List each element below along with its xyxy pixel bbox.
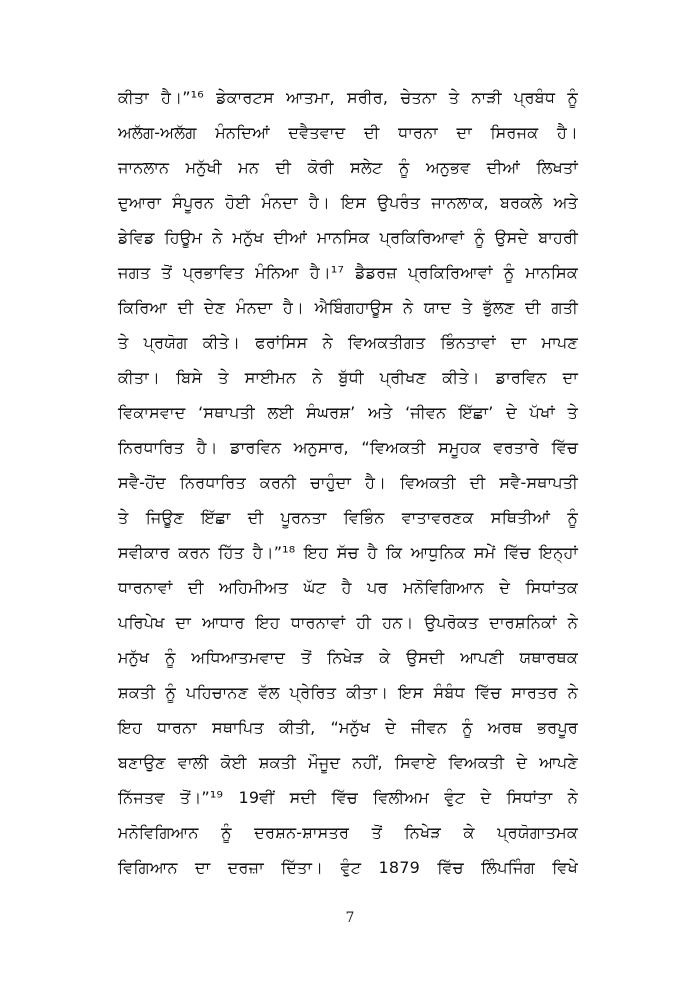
text-line: ਮਨੋਵਿਗਿਆਨ ਨੂੰ ਦਰਸ਼ਨ-ਸ਼ਾਸਤਰ ਤੋਂ ਨਿਖੇੜ ਕੇ ਪ੍ਰਯੋਗਾਤਮਕ — [118, 823, 578, 842]
page-number: 7 — [345, 910, 355, 926]
text-line: ਸਵੀਕਾਰ ਕਰਨ ਹਿੱਤ ਹੈ।”¹⁸ ਇਹ ਸੱਚ ਹੈ ਕਿ ਆਧੁਨਿਕ ਸਮੇਂ ਵਿੱਚ ਇਨ੍ਹਾਂ — [118, 543, 578, 562]
text-line: ਇਹ ਧਾਰਨਾ ਸਥਾਪਿਤ ਕੀਤੀ, “ਮਨੁੱਖ ਦੇ ਜੀਵਨ ਨੂੰ ਅਰਥ ਭਰਪੂਰ — [118, 718, 578, 737]
text-line: ਡੇਵਿਡ ਹਿਊਮ ਨੇ ਮਨੁੱਖ ਦੀਆਂ ਮਾਨਸਿਕ ਪ੍ਰਕਿਰਿਆਵਾਂ ਨੂੰ ਉਸਦੇ ਬਾਹਰੀ — [118, 228, 578, 247]
text-line: ਜਾਨਲਾਨ ਮਨੁੱਖੀ ਮਨ ਦੀ ਕੋਰੀ ਸਲੇਟ ਨੂੰ ਅਨੁਭਵ ਦੀਆਂ ਲਿਖਤਾਂ — [118, 158, 578, 177]
text-line: ਅਲੱਗ-ਅਲੱਗ ਮੰਨਦਿਆਂ ਦਵੈਤਵਾਦ ਦੀ ਧਾਰਨਾ ਦਾ ਸਿਰਜਕ ਹੈ। — [118, 123, 578, 142]
text-line: ਦੁਆਰਾ ਸੰਪੂਰਨ ਹੋਈ ਮੰਨਦਾ ਹੈ। ਇਸ ਉਪਰੰਤ ਜਾਨਲਾਕ, ਬਰਕਲੇ ਅਤੇ — [118, 193, 578, 212]
text-line: ਧਾਰਨਾਵਾਂ ਦੀ ਅਹਿਮੀਅਤ ਘੱਟ ਹੈ ਪਰ ਮਨੋਵਿਗਿਆਨ ਦੇ ਸਿਧਾਂਤਕ — [118, 578, 578, 597]
text-line: ਵਿਕਾਸਵਾਦ ‘ਸਥਾਪਤੀ ਲਈ ਸੰਘਰਸ਼’ ਅਤੇ ‘ਜੀਵਨ ਇੱਛਾ’ ਦੇ ਪੱਖਾਂ ਤੇ — [118, 403, 578, 422]
text-line: ਵਿਗਿਆਨ ਦਾ ਦਰਜ਼ਾ ਦਿੱਤਾ। ਵੁੰਟ 1879 ਵਿੱਚ ਲਿੰਪਜਿੰਗ ਵਿਖੇ — [118, 858, 578, 877]
text-line: ਕੀਤਾ ਹੈ।”¹⁶ ਡੇਕਾਰਟਸ ਆਤਮਾ, ਸਰੀਰ, ਚੇਤਨਾ ਤੇ ਨਾੜੀ ਪ੍ਰਬੰਧ ਨੂੰ — [118, 88, 578, 107]
text-line: ਮਨੁੱਖ ਨੂੰ ਅਧਿਆਤਮਵਾਦ ਤੋਂ ਨਿਖੇੜ ਕੇ ਉਸਦੀ ਆਪਣੀ ਯਥਾਰਥਕ — [118, 648, 578, 667]
text-line: ਨਿੱਜਤਵ ਤੋਂ।”¹⁹ 19ਵੀਂ ਸਦੀ ਵਿੱਚ ਵਿਲੀਅਮ ਵੁੰਟ ਦੇ ਸਿਧਾਂਤਾ ਨੇ — [118, 788, 578, 807]
text-line: ਸਵੈ-ਹੋਂਦ ਨਿਰਧਾਰਿਤ ਕਰਨੀ ਚਾਹੁੰਦਾ ਹੈ। ਵਿਅਕਤੀ ਦੀ ਸਵੈ-ਸਥਾਪਤੀ — [118, 473, 578, 492]
text-line: ਜਗਤ ਤੋਂ ਪ੍ਰਭਾਵਿਤ ਮੰਨਿਆ ਹੈ।¹⁷ ਡੈਡਰਜ਼ ਪ੍ਰਕਿਰਿਆਵਾਂ ਨੂੰ ਮਾਨਸਿਕ — [118, 263, 578, 282]
text-line: ਬਣਾਉਣ ਵਾਲੀ ਕੋਈ ਸ਼ਕਤੀ ਮੌਜੂਦ ਨਹੀਂ, ਸਿਵਾਏ ਵਿਅਕਤੀ ਦੇ ਆਪਣੇ — [118, 753, 578, 772]
text-line: ਕੀਤਾ। ਬਿਸੇ ਤੇ ਸਾਈਮਨ ਨੇ ਬੁੱਧੀ ਪ੍ਰੀਖਣ ਕੀਤੇ। ਡਾਰਵਿਨ ਦਾ — [118, 368, 578, 387]
text-line: ਤੇ ਪ੍ਰਯੋਗ ਕੀਤੇ। ਫਰਾਂਸਿਸ ਨੇ ਵਿਅਕਤੀਗਤ ਭਿੰਨਤਾਵਾਂ ਦਾ ਮਾਪਣ — [118, 333, 578, 352]
text-line: ਪਰਿਪੇਖ ਦਾ ਆਧਾਰ ਇਹ ਧਾਰਨਾਵਾਂ ਹੀ ਹਨ। ਉਪਰੋਕਤ ਦਾਰਸ਼ਨਿਕਾਂ ਨੇ — [118, 613, 578, 632]
text-line: ਕਿਰਿਆ ਦੀ ਦੇਣ ਮੰਨਦਾ ਹੈ। ਐਬਿੰਗਹਾਊਸ ਨੇ ਯਾਦ ਤੇ ਭੁੱਲਣ ਦੀ ਗਤੀ — [118, 298, 578, 317]
text-line: ਤੇ ਜਿਊਣ ਇੱਛਾ ਦੀ ਪੂਰਨਤਾ ਵਿਭਿੰਨ ਵਾਤਾਵਰਣਕ ਸਥਿਤੀਆਂ ਨੂੰ — [118, 508, 578, 527]
text-line: ਨਿਰਧਾਰਿਤ ਹੈ। ਡਾਰਵਿਨ ਅਨੁਸਾਰ, “ਵਿਅਕਤੀ ਸਮੂਹਕ ਵਰਤਾਰੇ ਵਿੱਚ — [118, 438, 578, 457]
text-line: ਸ਼ਕਤੀ ਨੂੰ ਪਹਿਚਾਨਣ ਵੱਲ ਪ੍ਰੇਰਿਤ ਕੀਤਾ। ਇਸ ਸੰਬੰਧ ਵਿੱਚ ਸਾਰਤਰ ਨੇ — [118, 683, 578, 702]
